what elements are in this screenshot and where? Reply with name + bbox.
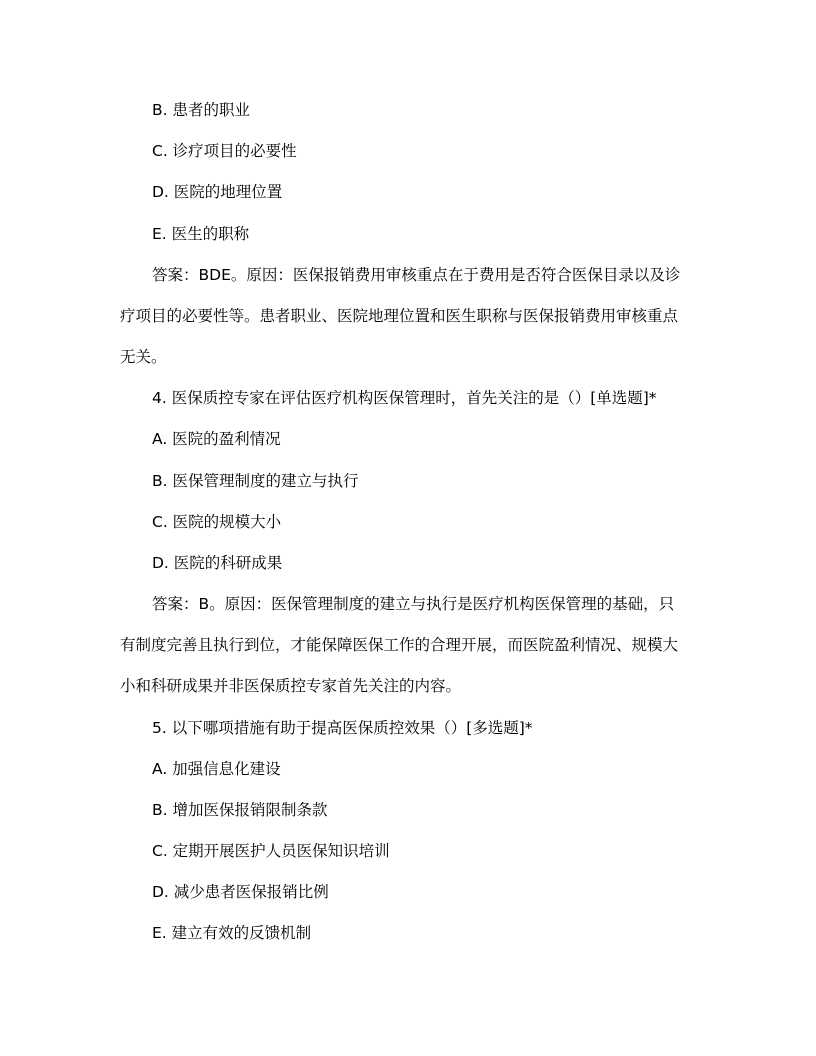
q5-option-c: C. 定期开展医护人员医保知识培训: [152, 842, 390, 860]
q3-answer-line-1: 答案：BDE。原因：医保报销费用审核重点在于费用是否符合医保目录以及诊: [152, 266, 681, 284]
q3-option-c: C. 诊疗项目的必要性: [152, 142, 297, 160]
q5-option-a: A. 加强信息化建设: [152, 760, 281, 778]
q3-option-d: D. 医院的地理位置: [152, 183, 283, 201]
q4-question: 4. 医保质控专家在评估医疗机构医保管理时，首先关注的是（）[单选题]*: [152, 389, 657, 407]
q3-answer-line-3: 无关。: [120, 348, 167, 366]
q4-option-c: C. 医院的规模大小: [152, 513, 282, 531]
q4-answer-line-2: 有制度完善且执行到位，才能保障医保工作的合理开展，而医院盈利情况、规模大: [120, 636, 679, 654]
q5-question: 5. 以下哪项措施有助于提高医保质控效果（）[多选题]*: [152, 719, 533, 737]
q5-option-d: D. 减少患者医保报销比例: [152, 883, 329, 901]
q5-option-e: E. 建立有效的反馈机制: [152, 924, 312, 942]
q5-option-b: B. 增加医保报销限制条款: [152, 801, 328, 819]
q4-option-b: B. 医保管理制度的建立与执行: [152, 472, 359, 490]
q3-option-b: B. 患者的职业: [152, 101, 250, 119]
q4-answer-line-3: 小和科研成果并非医保质控专家首先关注的内容。: [120, 677, 462, 695]
q4-option-d: D. 医院的科研成果: [152, 554, 283, 572]
q4-answer-line-1: 答案：B。原因：医保管理制度的建立与执行是医疗机构医保管理的基础，只: [152, 595, 675, 613]
q4-option-a: A. 医院的盈利情况: [152, 430, 281, 448]
q3-answer-line-2: 疗项目的必要性等。患者职业、医院地理位置和医生职称与医保报销费用审核重点: [120, 307, 679, 325]
q3-option-e: E. 医生的职称: [152, 225, 250, 243]
